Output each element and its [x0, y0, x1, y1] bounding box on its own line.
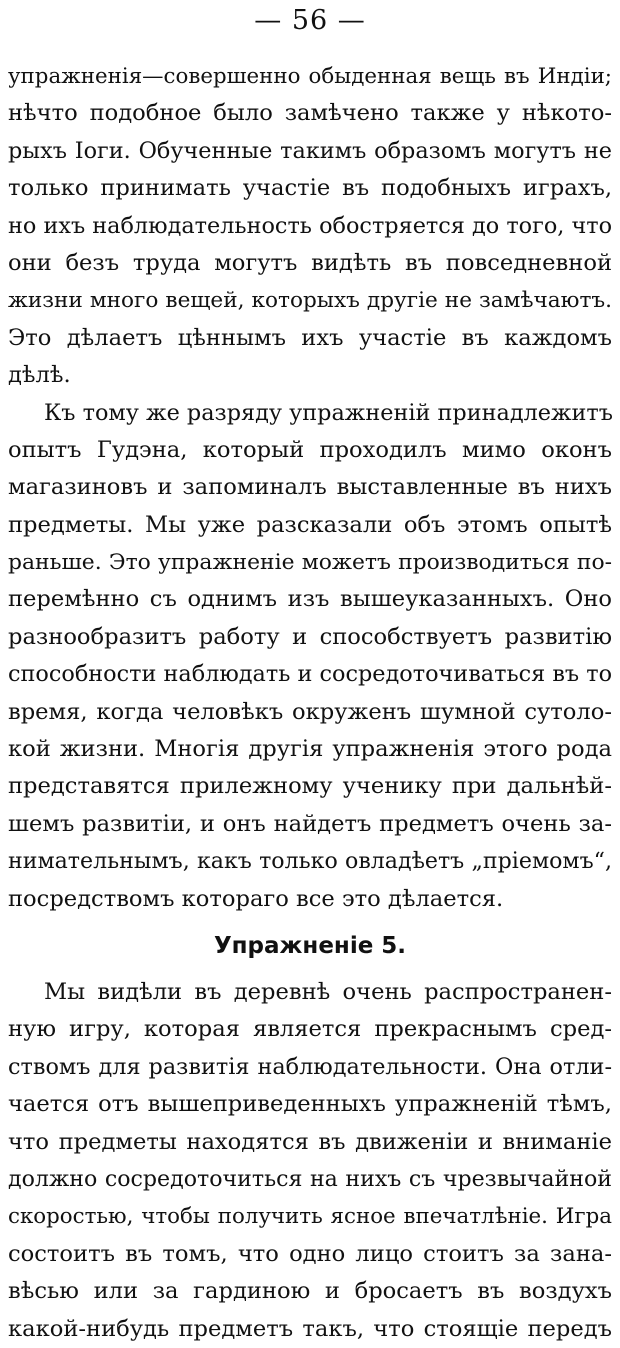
- section-heading: Упражненіе 5.: [213, 932, 407, 959]
- paragraph-1: [8, 58, 612, 395]
- text-line: должно сосредоточиться на нихъ съ чрезвычайной: [8, 1165, 612, 1192]
- text-line: жизни много вещей, которыхъ другіе не замѣчаютъ.: [8, 288, 612, 314]
- paragraph-3: [8, 974, 612, 1348]
- text-line: время, когда человѣкъ окруженъ шумной сутоло-: [8, 698, 612, 725]
- text-line: Мы видѣли въ деревнѣ очень распространен-: [44, 978, 612, 1005]
- text-line: вѣсью или за гардиною и бросаетъ въ воздухъ: [8, 1278, 612, 1305]
- text-line: предметы. Мы уже разсказали объ этомъ опытѣ: [8, 511, 612, 538]
- text-line: раньше. Это упражненіе можетъ производиться по-: [8, 550, 612, 576]
- paragraph-2: [8, 395, 612, 918]
- text-line: представятся прилежному ученику при дальнѣй-: [8, 773, 612, 800]
- text-line: чается отъ вышеприведенныхъ упражненій тѣмъ,: [8, 1091, 612, 1118]
- text-line: какой-нибудь предметъ такъ, что стоящіе передъ: [8, 1315, 612, 1342]
- text-line: разнообразитъ работу и способствуетъ развитію: [8, 623, 612, 650]
- text-line: шемъ развитіи, и онъ найдетъ предметъ очень за-: [8, 810, 612, 837]
- text-line: ную игру, которая является прекраснымъ сред-: [8, 1016, 612, 1043]
- text-line: Это дѣлаетъ цѣннымъ ихъ участіе въ каждомъ: [8, 324, 612, 351]
- page-body: [8, 58, 612, 1348]
- text-line: ствомъ для развитія наблюдательности. Она отли-: [8, 1053, 612, 1080]
- text-line: рыхъ Іоги. Обученные такимъ образомъ могутъ не: [8, 137, 612, 164]
- text-line: что предметы находятся въ движеніи и вниманіе: [8, 1128, 612, 1155]
- text-line: Къ тому же разряду упражненій принадлежитъ: [44, 399, 614, 426]
- text-line: скоростью, чтобы получить ясное впечатлѣніе. Игра: [8, 1204, 612, 1230]
- text-line: опытъ Гудэна, который проходилъ мимо оконъ: [8, 436, 612, 463]
- text-line: но ихъ наблюдательность обостряется до того, что: [8, 212, 613, 239]
- text-line: нимательнымъ, какъ только овладѣетъ „пріемомъ“,: [8, 848, 612, 875]
- book-page: [8, 0, 614, 1342]
- text-line: нѣчто подобное было замѣчено также у нѣкото-: [8, 100, 612, 127]
- text-line: кой жизни. Многія другія упражненія этого рода: [8, 736, 612, 763]
- text-line: они безъ труда могутъ видѣть въ повседневной: [8, 249, 612, 276]
- text-line: состоитъ въ томъ, что одно лицо стоитъ за зана-: [8, 1240, 612, 1267]
- text-line: способности наблюдать и сосредоточиваться въ то: [8, 661, 613, 688]
- text-line: упражненія—совершенно обыденная вещь въ Индіи;: [8, 64, 612, 89]
- text-line: посредствомъ котораго все это дѣлается.: [8, 885, 504, 912]
- text-line: магазиновъ и запоминалъ выставленные въ нихъ: [8, 474, 612, 501]
- text-line: только принимать участіе въ подобныхъ играхъ,: [8, 175, 612, 202]
- text-line: дѣлѣ.: [8, 362, 71, 389]
- page-number: — 56 —: [254, 5, 366, 36]
- text-line: перемѣнно съ однимъ изъ вышеуказанныхъ. Оно: [8, 586, 612, 613]
